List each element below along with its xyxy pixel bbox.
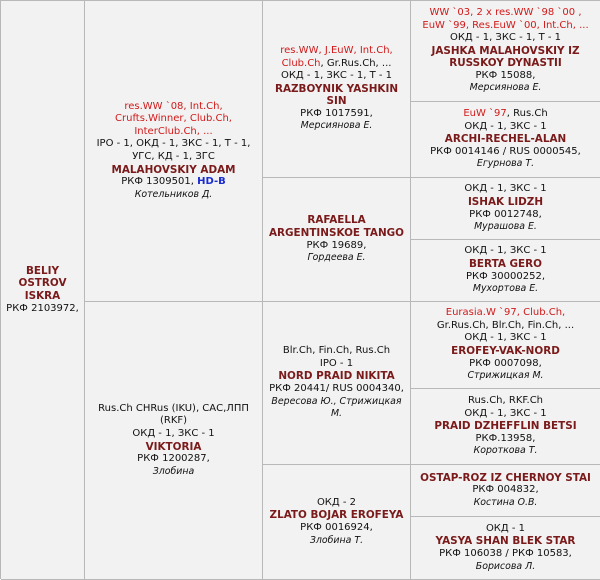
ds-owner: Вересова Ю., Стрижицкая М.: [271, 395, 402, 420]
sdd-tests: ОКД - 1, ЗКС - 1: [464, 245, 547, 257]
ds-tests: IPO - 1: [319, 357, 354, 369]
subject-name-line: BELIY: [25, 264, 60, 277]
dsd-titles: Rus.Ch, RKF.Ch: [467, 395, 544, 407]
dsd-owner: Короткова Т.: [473, 445, 538, 457]
sss-tests: ОКД - 1, ЗКС - 1, Т - 1: [449, 32, 562, 44]
sd-owner: Гордеева Е.: [307, 252, 366, 264]
sire-owner: Котельников Д.: [134, 188, 213, 200]
dss-tests: ОКД - 1, ЗКС - 1: [464, 332, 547, 344]
sire-registration: РКФ 1309501,: [121, 176, 194, 188]
ss-title-line: res.WW, J.EuW, Int.Ch,: [280, 44, 393, 56]
ssd-title-line: [463, 108, 547, 121]
dsd-name: PRAID DZHEFFLIN BETSI: [434, 420, 577, 433]
dds-cell: [411, 465, 600, 517]
sire-title-line: res.WW `08, Int.Ch,: [124, 100, 223, 112]
dss-title-line2: Gr.Rus.Ch, Blr.Ch, Fin.Ch, ...: [436, 319, 575, 331]
sire-test-line: IPO - 1, ОКД - 1, ЗКС - 1, Т - 1,: [96, 138, 251, 150]
sss-registration: РКФ 15088,: [475, 69, 536, 81]
sire-dam-cell: [263, 178, 411, 302]
dd-name: ZLATO BOJAR EROFEYA: [269, 509, 404, 522]
sss-owner: Мерсиянова Е.: [469, 82, 542, 94]
ssd-tests: ОКД - 1, ЗКС - 1: [464, 120, 547, 132]
sire-cell: [85, 1, 263, 302]
dd-registration: РКФ 0016924,: [300, 522, 373, 533]
dds-owner: Костина О.В.: [473, 496, 538, 508]
ds-titles: Blr.Ch, Fin.Ch, Rus.Ch: [282, 345, 391, 357]
dam-registration: РКФ 1200287,: [137, 453, 210, 465]
dss-name: EROFEY-VAK-NORD: [451, 345, 560, 357]
sss-cell: [411, 1, 600, 102]
dam-sire-cell: [263, 302, 411, 465]
ss-registration: РКФ 1017591,: [300, 107, 373, 119]
sd-name-line: ARGENTINSKOE TANGO: [268, 226, 404, 239]
sire-test-line: УГС, КД - 1, ЗГС: [132, 151, 215, 162]
subject-name-line: OSTROV: [18, 277, 67, 290]
sds-registration: РКФ 0012748,: [469, 208, 542, 220]
dam-name: VIKTORIA: [145, 440, 202, 453]
ssd-title-tail: , Rus.Ch: [506, 108, 548, 120]
ddd-tests: ОКД - 1: [485, 522, 526, 534]
sire-registration-line: [121, 176, 225, 189]
ddd-owner: Борисова Л.: [475, 560, 536, 572]
sire-hd-score: HD-B: [197, 176, 226, 188]
subject-name-line: ISKRA: [24, 290, 61, 302]
sire-title-line: InterClub.Ch, ...: [134, 125, 213, 137]
ss-title-line2: [282, 58, 392, 71]
ss-title-red: Club.Ch: [281, 57, 321, 69]
sss-title-line: WW `03, 2 x res.WW `98 `00 ,: [429, 6, 582, 18]
dd-owner: Злобина Т.: [309, 534, 364, 546]
dsd-registration: РКФ.13958,: [475, 432, 536, 444]
ssd-name: ARCHI-RECHEL-ALAN: [444, 133, 567, 146]
ssd-registration: РКФ 0014146 / RUS 0000545,: [430, 145, 581, 157]
dds-name: OSTAP-ROZ IZ CHERNOY STAI: [420, 471, 591, 484]
ddd-name: YASYA SHAN BLEK STAR: [435, 535, 576, 548]
ssd-cell: [411, 102, 600, 178]
ssd-title-red: EuW `97: [463, 108, 507, 120]
dam-dam-cell: [263, 465, 411, 580]
sdd-registration: РКФ 30000252,: [466, 270, 545, 282]
dd-tests: ОКД - 2: [316, 496, 357, 508]
ssd-owner: Егурнова Т.: [476, 158, 535, 170]
sdd-owner: Мухортова Е.: [472, 283, 539, 295]
sd-name-line: RAFAELLA: [307, 214, 366, 227]
dam-owner: Злобина: [152, 465, 195, 477]
sire-sire-cell: [263, 1, 411, 178]
dss-registration: РКФ 0007098,: [469, 357, 542, 369]
dds-registration: РКФ 004832,: [472, 484, 539, 496]
ss-name: RAZBOYNIK YASHKIN SIN: [274, 82, 399, 108]
sire-title-line: Crufts.Winner, Club.Ch,: [115, 113, 232, 125]
subject-registration: РКФ 2103972,: [6, 302, 79, 314]
dam-test-line: (RKF): [159, 415, 188, 427]
dam-cell: [85, 302, 263, 580]
ss-owner: Мерсиянова Е.: [300, 120, 373, 132]
dss-cell: [411, 302, 600, 389]
ss-tests: ОКД - 1, ЗКС - 1, Т - 1: [280, 70, 393, 82]
sire-name: MALAHOVSKIY ADAM: [111, 163, 236, 176]
dsd-tests: ОКД - 1, ЗКС - 1: [464, 407, 547, 419]
dsd-cell: [411, 389, 600, 465]
sss-name-line: JASHKA MALAHOVSKIY IZ: [431, 44, 580, 57]
sds-tests: ОКД - 1, ЗКС - 1: [464, 183, 547, 195]
sss-title-line: EuW `99, Res.EuW `00, Int.Ch, ...: [422, 19, 589, 31]
subject-cell: [1, 1, 85, 580]
ddd-registration: РКФ 106038 / РКФ 10583,: [439, 548, 572, 559]
ds-registration: РКФ 20441/ RUS 0004340,: [269, 383, 404, 394]
ss-title-tail: , Gr.Rus.Ch, ...: [320, 57, 392, 69]
sds-name: ISHAK LIDZH: [467, 195, 544, 208]
sdd-name: BERTA GERO: [469, 257, 542, 270]
sds-cell: [411, 178, 600, 240]
sss-name-line: RUSSKOY DYNASTII: [449, 57, 562, 70]
dam-test-line: ОКД - 1, ЗКС - 1: [132, 427, 215, 439]
sds-owner: Мурашова Е.: [474, 221, 537, 233]
dam-test-line: Rus.Ch CHRus (IKU), САС,ЛПП: [98, 402, 249, 414]
dss-owner: Стрижицкая М.: [467, 370, 544, 382]
sd-registration: РКФ 19689,: [306, 239, 367, 251]
dss-title-line: Eurasia.W `97, Club.Ch,: [445, 307, 566, 319]
sdd-cell: [411, 240, 600, 302]
ddd-cell: [411, 517, 600, 580]
ds-name: NORD PRAID NIKITA: [278, 370, 395, 383]
